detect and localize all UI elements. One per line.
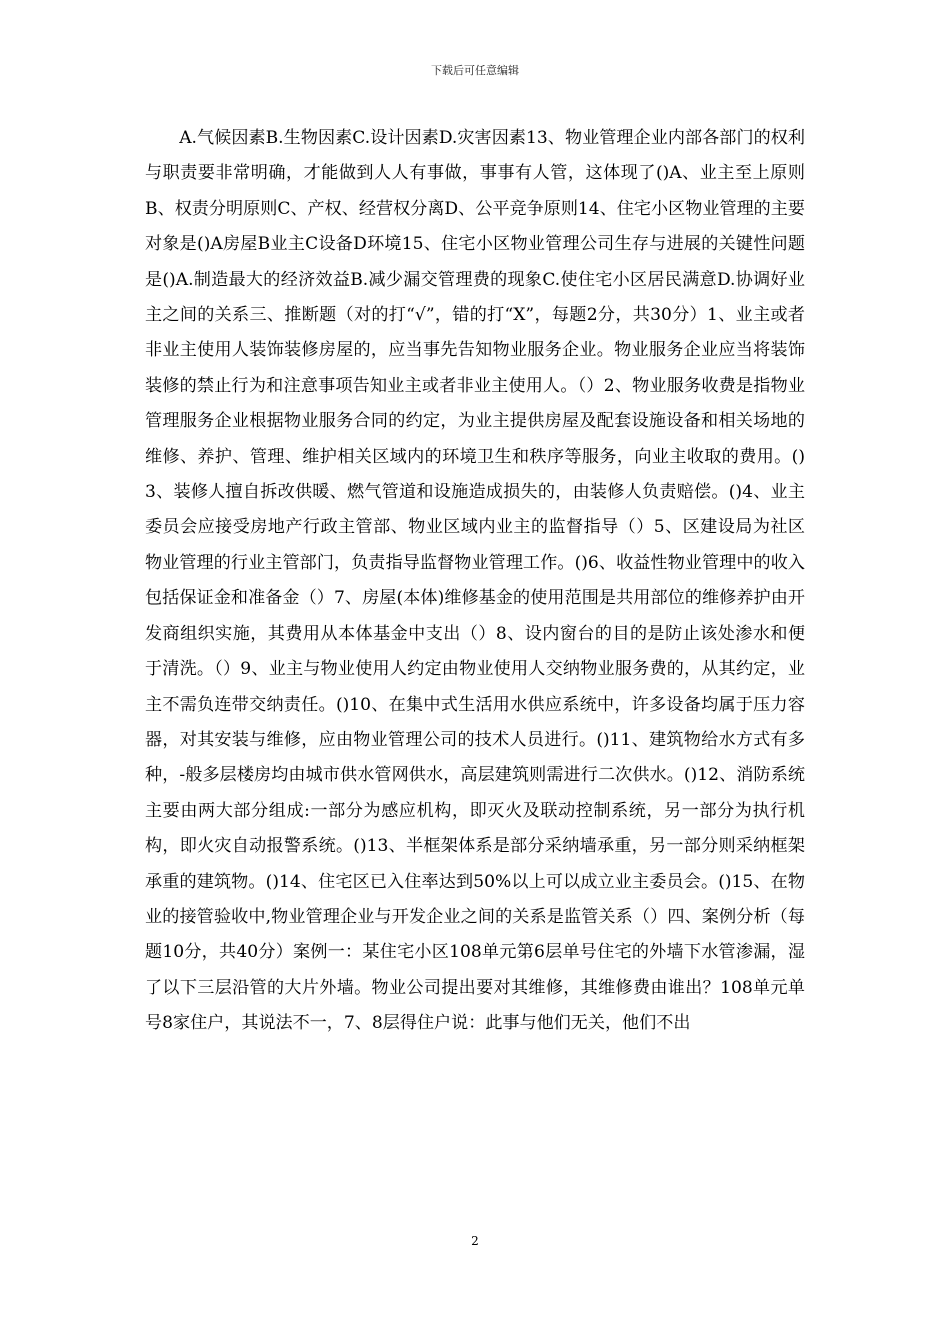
document-body-text: A.气候因素B.生物因素C.设计因素D.灾害因素13、物业管理企业内部各部门的权利与职责要非常明确，才能做到人人有事做，事事有人管，这体现了()A、业主至上原则B、权责分明原则C、产权、经营权分离D、公平竞争原则14、住宅小区物业管理的主要对象是()A房屋B业主C设备D环境15、住宅小区物业管理公司生存与进展的关键性问题是()A.制造最大的经济效益B.减少漏交管理费的现象C.使住宅小区居民满意D.协调好业主之间的关系三、推断题（对的打“√”，错的打“X”，每题2分，共30分）1、业主或者非业主使用人装饰装修房屋的，应当事先告知物业服务企业。物业服务企业应当将装饰装修的禁止行为和注意事项告知业主或者非业主使用人。（）2、物业服务收费是指物业管理服务企业根据物业服务合同的约定，为业主提供房屋及配套设施设备和相关场地的维修、养护、管理、维护相关区域内的环境卫生和秩序等服务，向业主收取的费用。()3、装修人擅自拆改供暖、燃气管道和设施造成损失的，由装修人负责赔偿。()4、业主委员会应接受房地产行政主管部、物业区域内业主的监督指导（）5、区建设局为社区物业管理的行业主管部门，负责指导监督物业管理工作。()6、收益性物业管理中的收入包括保证金和准备金（）7、房屋(本体)维修基金的使用范围是共用部位的维修养护由开发商组织实施，其费用从本体基金中支出（）8、设内窗台的目的是防止该处渗水和便于清洗。（）9、业主与物业使用人约定由物业使用人交纳物业服务费的，从其约定，业主不需负连带交纳责任。()10、在集中式生活用水供应系统中，许多设备均属于压力容器，对其安装与维修，应由物业管理公司的技术人员进行。()11、建筑物给水方式有多种，-般多层楼房均由城市供水管网供水，高层建筑则需进行二次供水。()12、消防系统主要由两大部分组成:一部分为感应机构，即灭火及联动控制系统，另一部分为执行机构，即火灾自动报警系统。()13、半框架体系是部分采纳墙承重，另一部分则采纳框架承重的建筑物。()14、住宅区已入住率达到50%以上可以成立业主委员会。()15、在物业的接管验收中,物业管理企业与开发企业之间的关系是监管关系（）四、案例分析（每题10分，共40分）案例一：某住宅小区108单元第6层单号住宅的外墙下水管渗漏，湿了以下三层沿管的大片外墙。物业公司提出要对其维修，其维修费由谁出？108单元单号8家住户，其说法不一，7、8层得住户说：此事与他们无关，他们不出 — [145, 128, 805, 1034]
page-number: 2 — [471, 1234, 479, 1248]
page-header — [0, 64, 950, 78]
page-header-text: 下载后可任意编辑 — [431, 64, 519, 77]
